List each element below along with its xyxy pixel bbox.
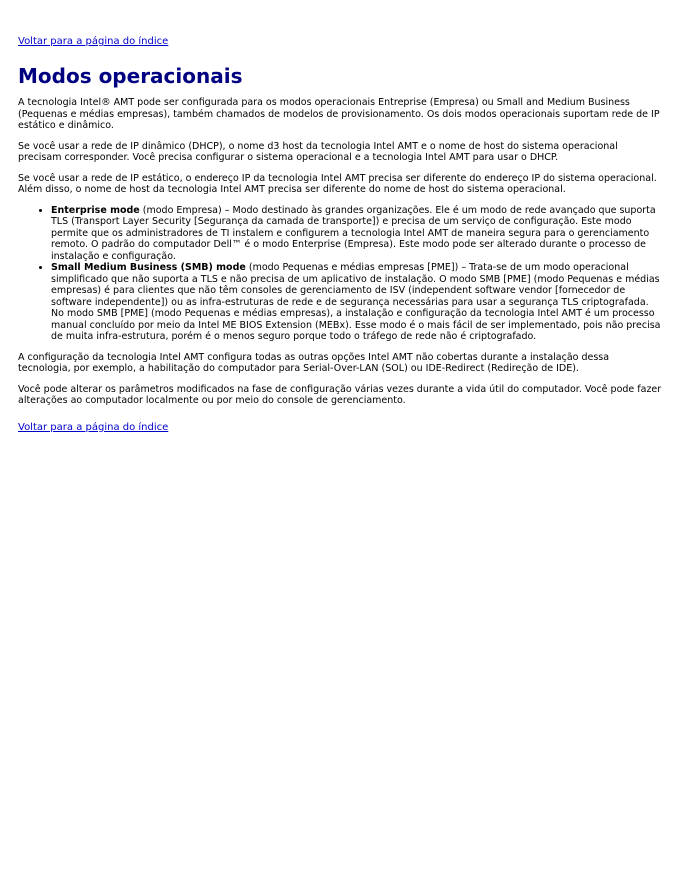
intro-paragraph: A tecnologia Intel® AMT pode ser configurada para os modos operacionais Entreprise (Empresa) ou Small and Medium Business (Pequenas e médias empresas), também chamados de modelos de provisionamento. Os dois modos operacionais suportam rede de IP estático e dinâmico.: [18, 97, 660, 131]
smb-mode-description: (modo Pequenas e médias empresas [PME]) – Trata-se de um modo operacional simplificado que não suporta a TLS e não precisa de um aplicativo de instalação. O modo SMB [PME] (modo Pequenas e médias empresas) é para clientes que não têm consoles de gerenciamento de ISV (independent software vendor [fornecedor de software independente]) ou as infra-estruturas de rede e de segurança necessárias para usar a segurança TLS criptografada. No modo SMB [PME] (modo Pequenas e médias empresas), a instalação e configuração da tecnologia Intel AMT é um processo manual concluído por meio da Intel ME BIOS Extension (MEBx). Esse modo é o mais fácil de ser implementado, pois não precisa de muita infra-estrutura, porém é o menos seguro porque todo o tráfego de rede não é criptografado.: [51, 262, 661, 342]
list-item-smb-mode: [51, 262, 662, 343]
enterprise-mode-description: (modo Empresa) – Modo destinado às grandes organizações. Ele é um modo de rede avançado que suporta TLS (Transport Layer Security [Segurança da camada de transporte]) e precisa de um serviço de configuração. Este modo permite que os administradores de TI instalem e configurem a tecnologia Intel AMT de maneira segura para o gerenciamento remoto. O padrão do computador Dell™ é o modo Enterprise (Empresa). Este modo pode ser alterado durante o processo de instalação e configuração.: [51, 204, 656, 262]
static-ip-paragraph: Se você usar a rede de IP estático, o endereço IP da tecnologia Intel AMT precisa ser diferente do endereço IP do sistema operacional. Além disso, o nome de host da tecnologia Intel AMT precisa ser diferente do nome de host do sistema operacional.: [18, 172, 657, 195]
dhcp-paragraph: Se você usar a rede de IP dinâmico (DHCP), o nome d3 host da tecnologia Intel AMT e o nome de host do sistema operacional precisam corresponder. Você precisa configurar o sistema operacional e a tecnologia Intel AMT para usar o DHCP.: [18, 140, 618, 163]
back-to-index-link-bottom[interactable]: Voltar para a página do índice: [18, 421, 169, 433]
document-page: [0, 0, 680, 434]
list-item-enterprise-mode: [51, 205, 662, 263]
operational-modes-list: [18, 205, 662, 343]
enterprise-mode-term: Enterprise mode: [51, 204, 140, 216]
back-to-index-link-top[interactable]: Voltar para a página do índice: [18, 36, 169, 47]
smb-mode-term: Small Medium Business (SMB) mode: [51, 262, 246, 273]
configuration-paragraph: A configuração da tecnologia Intel AMT configura todas as outras opções Intel AMT não cobertas durante a instalação dessa tecnologia, por exemplo, a habilitação do computador para Serial-Over-LAN (SOL) ou IDE-Redirect (Redireção de IDE).: [18, 351, 610, 374]
page-title: Modos operacionais: [18, 64, 243, 88]
change-parameters-paragraph: Você pode alterar os parâmetros modificados na fase de configuração várias vezes durante a vida útil do computador. Você pode fazer alterações ao computador localmente ou por meio do console de gerenciamento.: [18, 383, 662, 406]
